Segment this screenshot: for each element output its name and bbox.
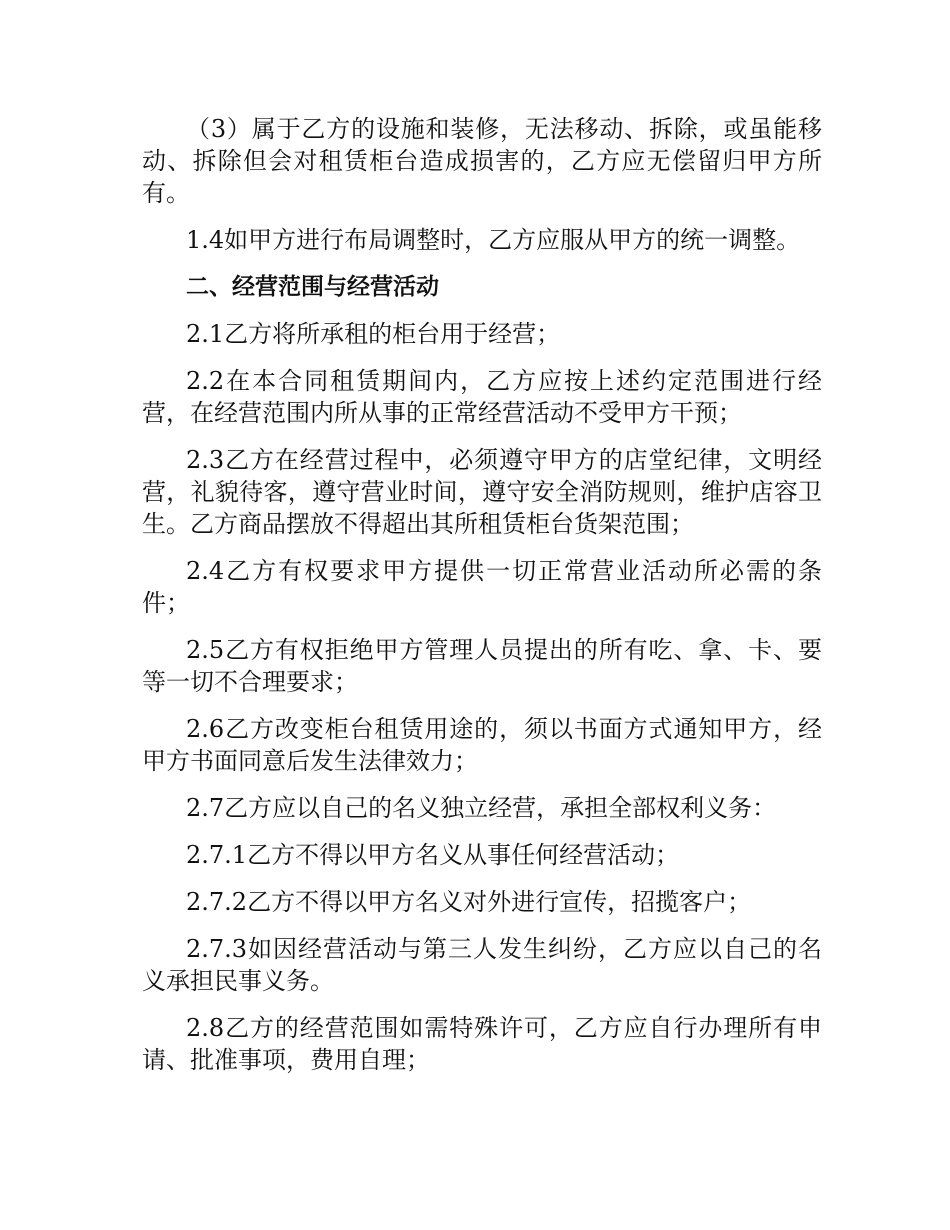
section-heading-2: 二、经营范围与经营活动 [186,274,439,300]
paragraph-2-6: 2.6乙方改变柜台租赁用途的，须以书面方式通知甲方，经甲方书面同意后发生法律效力； [142,715,822,775]
paragraph-2-1: 2.1乙方将所承租的柜台用于经营； [186,320,561,348]
document-body [142,113,822,1091]
paragraph-2-3: 2.3乙方在经营过程中，必须遵守甲方的店堂纪律，文明经营，礼貌待客，遵守营业时间，遵守安全消防规则，维护店容卫生。乙方商品摆放不得超出其所租赁柜台货架范围； [142,446,822,538]
paragraph-2-2: 2.2在本合同租赁期间内，乙方应按上述约定范围进行经营，在经营范围内所从事的正常经营活动不受甲方干预； [142,367,822,427]
paragraph-2-7-1: 2.7.1乙方不得以甲方名义从事任何经营活动； [186,841,680,869]
paragraph-3-facilities: （3）属于乙方的设施和装修，无法移动、拆除，或虽能移动、拆除但会对租赁柜台造成损害的，乙方应无偿留归甲方所有。 [142,115,822,207]
paragraph-1-4: 1.4如甲方进行布局调整时，乙方应服从甲方的统一调整。 [186,226,801,254]
paragraph-2-7-2: 2.7.2乙方不得以甲方名义对外进行宣传，招揽客户； [186,888,752,916]
paragraph-2-7-3: 2.7.3如因经营活动与第三人发生纠纷，乙方应以自己的名义承担民事义务。 [142,935,822,995]
paragraph-2-4: 2.4乙方有权要求甲方提供一切正常营业活动所必需的条件； [142,557,822,617]
paragraph-2-8: 2.8乙方的经营范围如需特殊许可，乙方应自行办理所有申请、批准事项，费用自理； [142,1014,822,1074]
paragraph-2-7: 2.7乙方应以自己的名义独立经营，承担全部权利义务： [186,794,777,822]
paragraph-2-5: 2.5乙方有权拒绝甲方管理人员提出的所有吃、拿、卡、要等一切不合理要求； [142,636,822,696]
